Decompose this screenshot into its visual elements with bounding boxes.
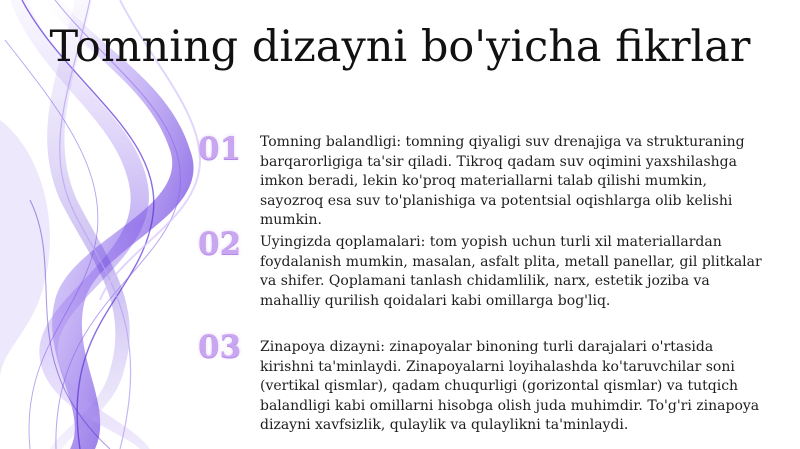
slide-title: Tomning dizayni bo'yicha fikrlar: [49, 22, 751, 72]
item-text: Tomning balandligi: tomning qiyaligi suv drenajiga va strukturaning barqarorligiga ta'sir qiladi. Tikroq qadam suv oqimini yaxshilashga imkon beradi, lekin ko'proq materiallarni talab qilishi mumkin, sayozroq esa suv to'planishiga va potentsial oqishlarga olib kelishi mumkin.: [260, 134, 745, 228]
item-number: 03: [198, 329, 242, 365]
item-number: 01: [198, 131, 242, 167]
item-text: Uyingizda qoplamalari: tom yopish uchun turli xil materiallardan foydalanish mumkin, masalan, asfalt plita, metall panellar, gil plitkalar va shifer. Qoplamani tanlash chidamlilik, narx, estetik joziba va mahalliy qurilish qoidalari kabi omillarga bog'liq.: [260, 234, 762, 309]
item-text: Zinapoya dizayni: zinapoyalar binoning turli darajalari o'rtasida kirishni ta'minlaydi. Zinapoyalarni loyihalashda ko'taruvchilar soni (vertikal qismlar), qadam chuqurligi (gorizontal qismlar) va tutqich balandligi kabi omillarni hisobga olish juda muhimdir. To'g'ri zinapoya dizayni xavfsizlik, qulaylik va qulaylikni ta'minlaydi.: [260, 339, 760, 433]
item-number: 02: [198, 226, 242, 262]
